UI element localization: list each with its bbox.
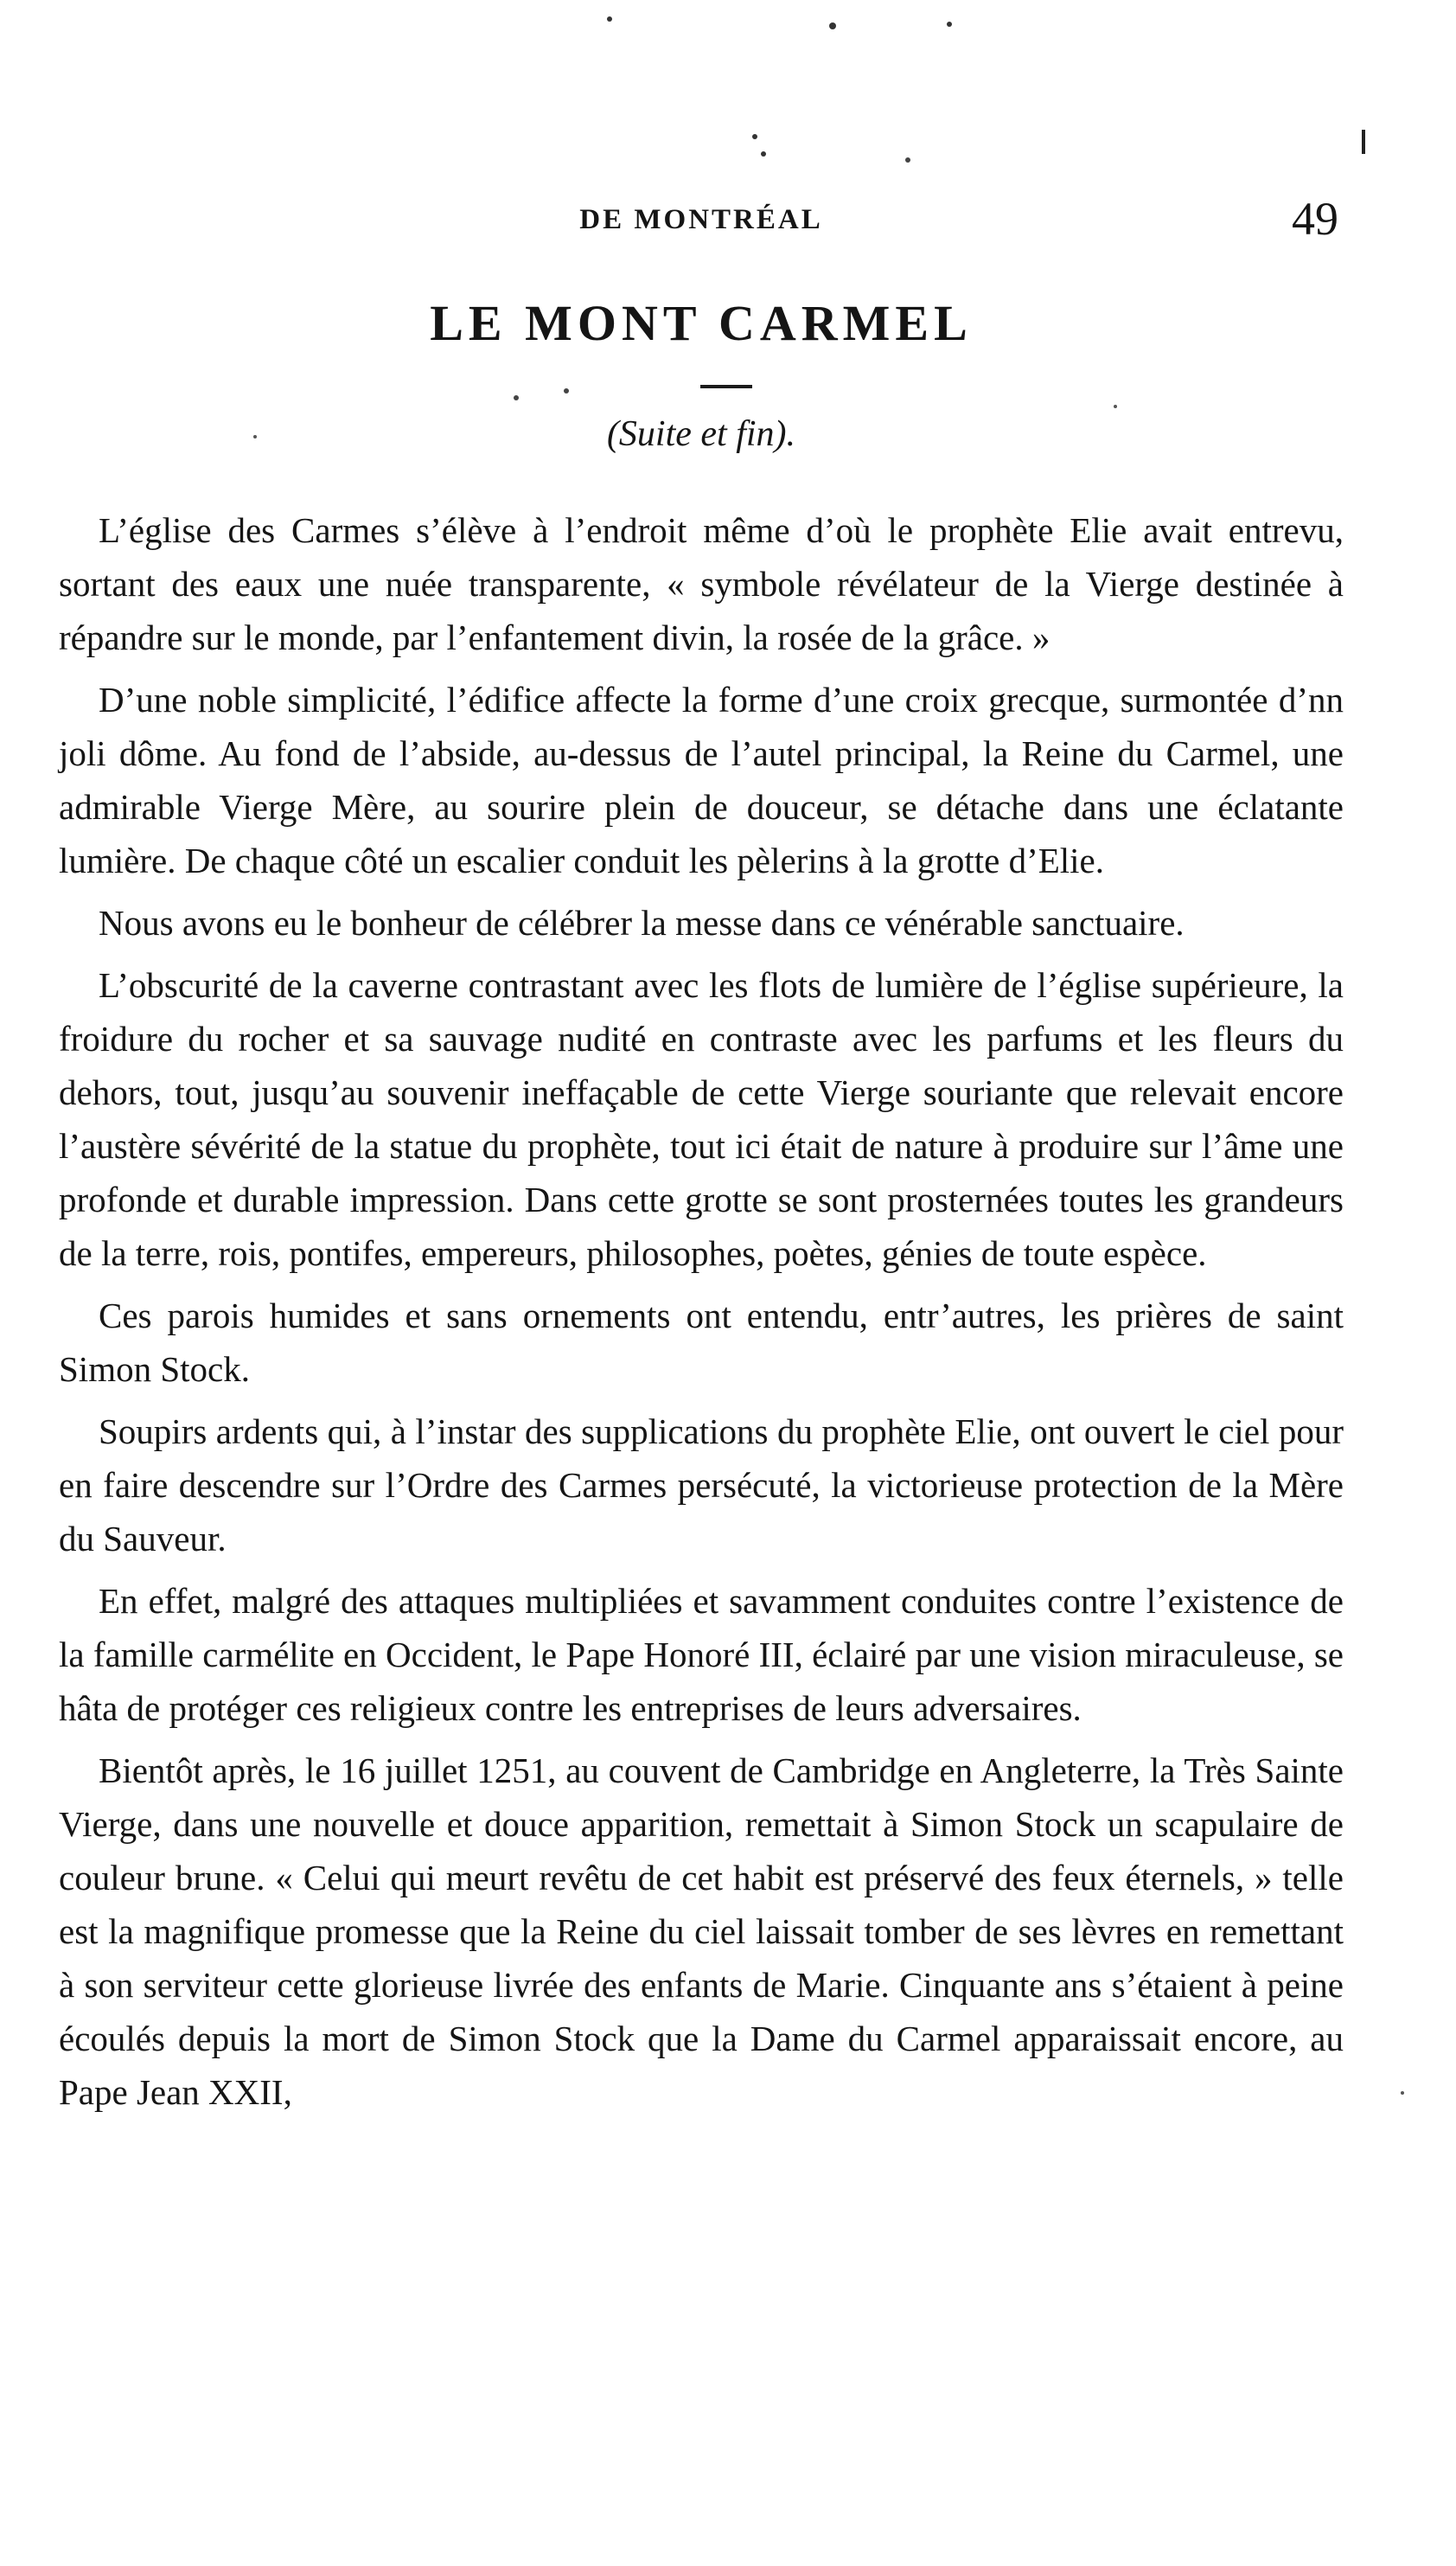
paragraph: L’obscurité de la caverne contrastant avec les flots de lumière de l’église supérieure, la froidure du rocher et sa sauvage nudité en contraste avec les parfums et les fleurs du dehors, tout, jusqu’au souvenir ineffaçable de cette Vierge souriante que relevait encore l’austère sévérité de la statue du prophète, tout ici était de nature à produire sur l’âme une profonde et durable impression. Dans cette grotte se sont prosternées toutes les grandeurs de la terre, rois, pontifes, empereurs, philosophes, poètes, génies de toute espèce.	[59, 965, 1344, 1273]
article-body	[59, 503, 1344, 2128]
article-title: LE MONT CARMEL	[430, 295, 973, 351]
paragraph: D’une noble simplicité, l’édifice affecte la forme d’une croix grecque, surmontée d’nn joli dôme. Au fond de l’abside, au-dessus de l’autel principal, la Reine du Carmel, une admirable Vierge Mère, au sourire plein de douceur, se détache dans une éclatante lumière. De chaque côté un escalier conduit les pèlerins à la grotte d’Elie.	[59, 680, 1344, 880]
running-header	[59, 192, 1344, 244]
paragraph: En effet, malgré des attaques multipliées et savamment conduites contre l’existence de la famille carmélite en Occident, le Pape Honoré III, éclairé par une vision miraculeuse, se hâta de protéger ces religieux contre les entreprises de leurs adversaires.	[59, 1581, 1344, 1728]
running-title: DE MONTRÉAL	[579, 204, 823, 235]
paragraph: Nous avons eu le bonheur de célébrer la messe dans ce vénérable sanctuaire.	[99, 903, 1185, 943]
paragraph: L’église des Carmes s’élève à l’endroit même d’où le prophète Elie avait entrevu, sortant des eaux une nuée transparente, « symbole révélateur de la Vierge destinée à répandre sur le monde, par l’enfantement divin, la rosée de la grâce. »	[59, 510, 1344, 657]
title-divider	[700, 385, 752, 388]
paragraph: Ces parois humides et sans ornements ont entendu, entr’autres, les prières de saint Simon Stock.	[59, 1296, 1344, 1389]
paragraph: Bientôt après, le 16 juillet 1251, au couvent de Cambridge en Angleterre, la Très Sainte Vierge, dans une nouvelle et douce apparition, remettait à Simon Stock un scapulaire de couleur brune. « Celui qui meurt revêtu de cet habit est préservé des feux éternels, » telle est la magnifique promesse que la Reine du ciel laissait tomber de ses lèvres en remettant à son serviteur cette glorieuse livrée des enfants de Marie. Cinquante ans s’étaient à peine écoulés depuis la mort de Simon Stock que la Dame du Carmel apparaissait encore, au Pape Jean XXII,	[59, 1750, 1344, 2112]
article-subtitle: (Suite et fin).	[606, 414, 796, 454]
paragraph: Soupirs ardents qui, à l’instar des supplications du prophète Elie, ont ouvert le ciel pour en faire descendre sur l’Ordre des Carmes persécuté, la victorieuse protection de la Mère du Sauveur.	[59, 1411, 1344, 1558]
page-number: 49	[1292, 193, 1338, 245]
